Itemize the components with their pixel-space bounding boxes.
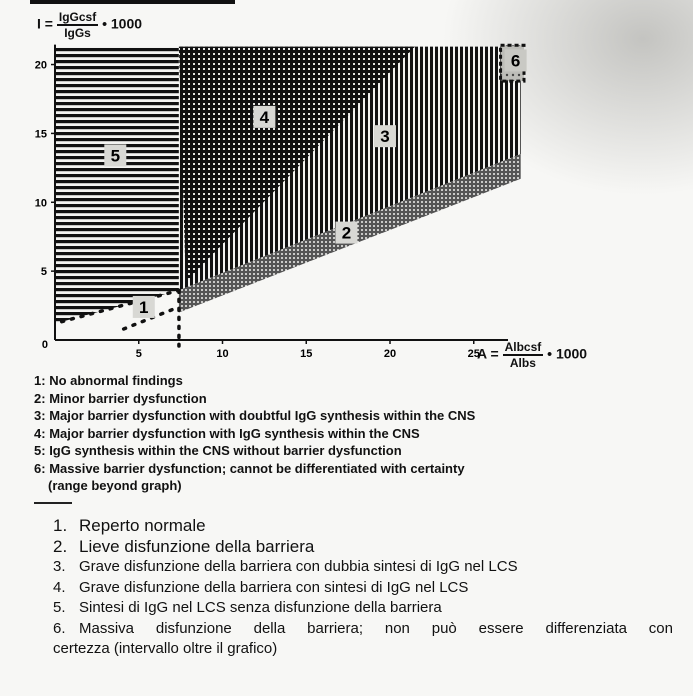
x-formula-factor: 1000 [555, 345, 588, 362]
y-formula-denominator: IgGs [64, 26, 91, 40]
y-tick-label: 10 [34, 197, 47, 210]
y-tick-label: 5 [40, 266, 47, 279]
region-2-label: 2 [341, 223, 352, 243]
legend-en-item-4: 4: Major barrier dysfunction with IgG synthesis within the CNS [34, 425, 420, 441]
x-formula-numerator: Albcsf [504, 340, 542, 354]
legend-it-item-2: 2. Lieve disfunzione della barriera [53, 536, 315, 556]
y-formula-lhs: I [37, 15, 41, 32]
x-tick-label: 5 [135, 348, 142, 360]
x-tick-label: 25 [467, 348, 480, 360]
x-formula-denominator: Albs [509, 356, 536, 370]
x-formula-lhs: A [477, 345, 487, 362]
english-legend [34, 372, 475, 495]
y-axis-formula: I = $\frac{\text{IgGcsf}}{\text{IgGs}}$ • 1000 [37, 10, 143, 40]
legend-en-item-6-continued: (range beyond graph) [48, 478, 182, 493]
x-tick-label: 10 [216, 348, 229, 360]
legend-en-item-6: 6: Massive barrier dysfunction; cannot be differentiated with certainty [34, 460, 465, 476]
legend-it-item-5: 5. Sintesi di IgG nel LCS senza disfunzione della barriera [53, 599, 442, 616]
y-tick-label: 15 [34, 128, 47, 141]
legend-en-item-5: 5: IgG synthesis within the CNS without barrier dysfunction [34, 443, 402, 458]
region-5-area [55, 47, 179, 324]
legend-it-item-4: 4. Grave disfunzione della barriera con sintesi di IgG nel LCS [53, 578, 469, 596]
legend-separator [34, 502, 72, 504]
x-tick-label: 20 [383, 348, 397, 360]
region-4-label: 4 [259, 107, 270, 127]
x-tick-label: 15 [300, 348, 313, 360]
legend-it-item-6-continued: certezza (intervallo oltre il grafico) [53, 640, 278, 657]
legend-en-item-1: 1: No abnormal findings [34, 373, 183, 388]
region-1-label: 1 [139, 297, 149, 317]
legend-it-item-3: 3. Grave disfunzione della barriera con dubbia sintesi di IgG nel LCS [53, 558, 518, 575]
region-5-label: 5 [110, 146, 121, 166]
legend-en-item-2: 2: Minor barrier dysfunction [34, 390, 207, 406]
y-tick-label: 0 [41, 339, 48, 351]
legend-en-item-3: 3: Major barrier dysfunction with doubtful IgG synthesis within the CNS [34, 408, 476, 423]
y-tick-label: 20 [34, 59, 47, 72]
legend-it-item-6: 6. Massiva disfunzione della barriera; non può essere differenziata con [53, 619, 673, 637]
region-6-label: 6 [510, 51, 521, 71]
italian-legend [53, 516, 673, 660]
legend-it-item-1: 1. Reperto normale [53, 516, 206, 535]
y-formula-numerator: IgGcsf [58, 10, 97, 24]
y-formula-factor: 1000 [110, 15, 143, 32]
x-axis-formula: A = $\frac{\text{Albcsf}}{\text{Albs}}$ • 1000 [477, 340, 588, 370]
region-3-label: 3 [380, 127, 390, 147]
